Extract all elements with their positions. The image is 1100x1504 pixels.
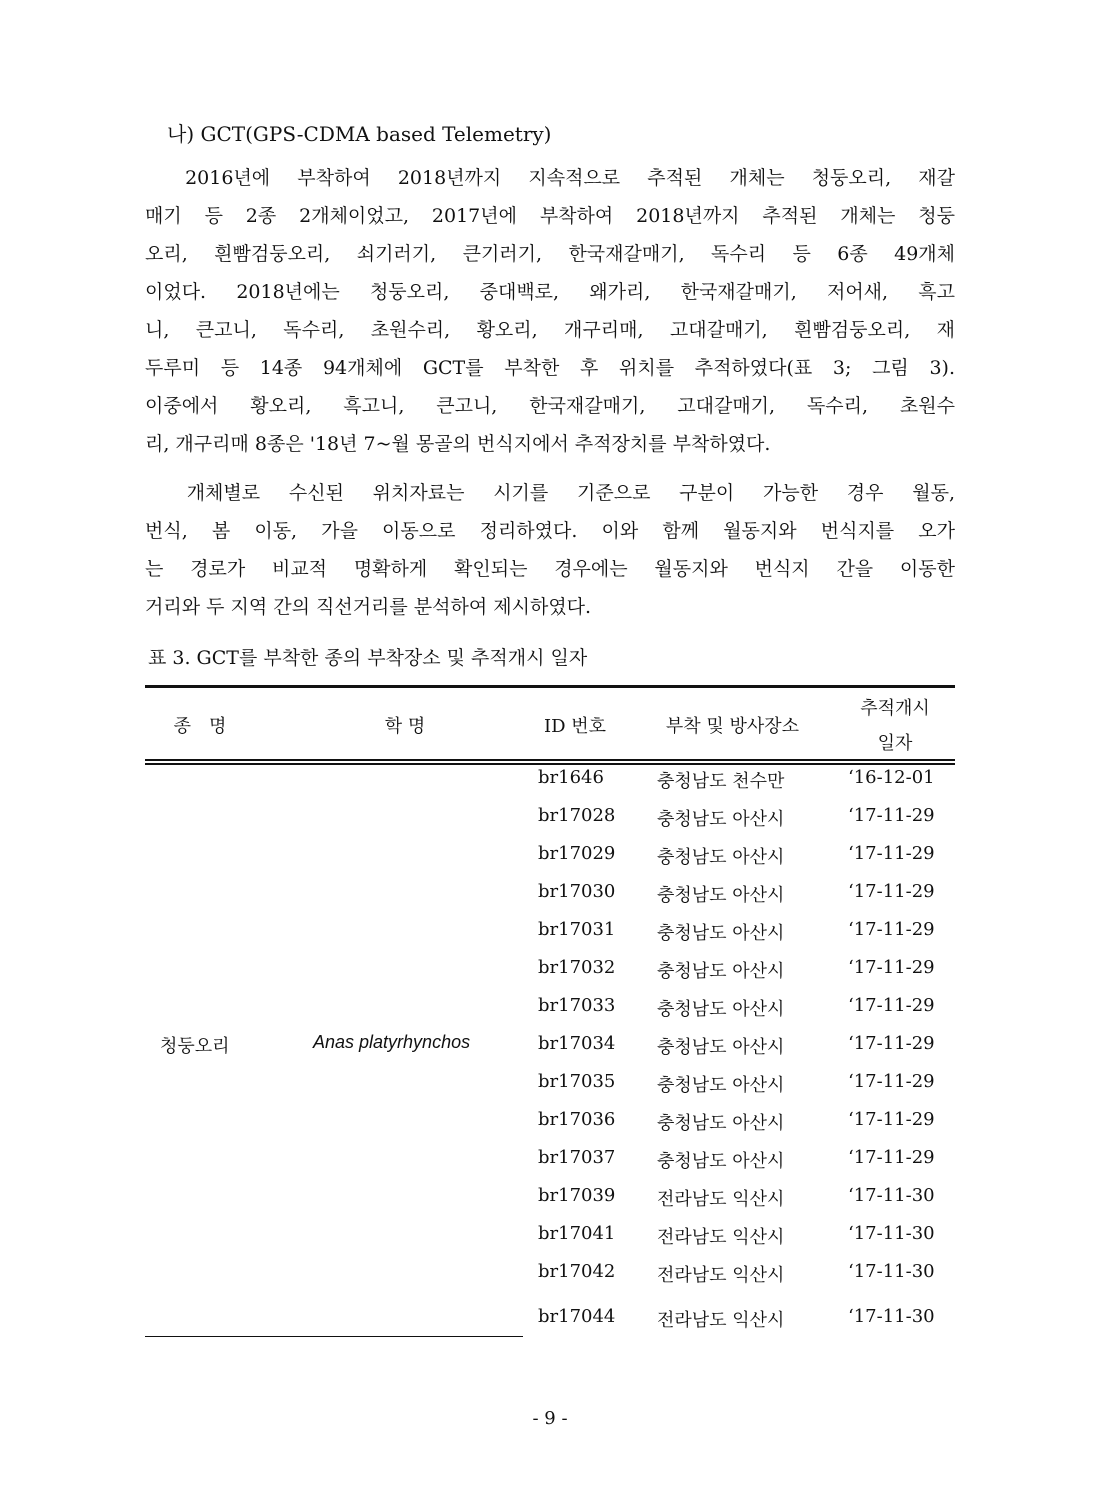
date-cell: ‘17-11-29 (848, 919, 935, 940)
date-cell: ‘17-11-29 (848, 843, 935, 864)
paragraph-2 (145, 474, 955, 626)
header-double-rule-bottom (145, 763, 955, 765)
place-cell: 충청남도 아산시 (657, 1037, 785, 1058)
header-date-2: 일자 (877, 733, 913, 754)
id-cell: br17037 (538, 1147, 616, 1168)
place-cell: 충청남도 아산시 (657, 885, 785, 906)
date-cell: ‘17-11-30 (848, 1261, 935, 1282)
date-cell: ‘17-11-30 (848, 1185, 935, 1206)
place-cell: 충청남도 아산시 (657, 1113, 785, 1134)
paragraph-line: 이었다. 2018년에는 청둥오리, 중대백로, 왜가리, 한국재갈매기, 저어새, 흑고 (145, 281, 955, 303)
table-bottom-rule (145, 1336, 523, 1337)
date-cell: ‘17-11-29 (848, 995, 935, 1016)
paragraph-line: 이중에서 황오리, 흑고니, 큰고니, 한국재갈매기, 고대갈매기, 독수리, 초원수 (145, 395, 955, 417)
id-cell: br17042 (538, 1261, 616, 1282)
paragraph-line: 개체별로 수신된 위치자료는 시기를 기준으로 구분이 가능한 경우 월동, (145, 482, 955, 504)
date-cell: ‘17-11-30 (848, 1223, 935, 1244)
id-cell: br1646 (538, 767, 604, 788)
paragraph-line: 거리와 두 지역 간의 직선거리를 분석하여 제시하였다. (145, 596, 592, 618)
id-cell: br17044 (538, 1306, 616, 1327)
id-cell: br17029 (538, 843, 616, 864)
id-cell: br17041 (538, 1223, 616, 1244)
date-cell: ‘17-11-29 (848, 1071, 935, 1092)
date-cell: ‘17-11-29 (848, 881, 935, 902)
place-cell: 충청남도 아산시 (657, 1151, 785, 1172)
place-cell: 충청남도 아산시 (657, 809, 785, 830)
place-cell: 충청남도 아산시 (657, 999, 785, 1020)
date-cell: ‘17-11-29 (848, 1109, 935, 1130)
place-cell: 전라남도 익산시 (657, 1227, 785, 1248)
date-cell: ‘17-11-30 (848, 1306, 935, 1327)
id-cell: br17035 (538, 1071, 616, 1092)
place-cell: 충청남도 아산시 (657, 847, 785, 868)
date-cell: ‘17-11-29 (848, 1033, 935, 1054)
paragraph-line: 는 경로가 비교적 명확하게 확인되는 경우에는 월동지와 번식지 간을 이동한 (145, 558, 955, 580)
paragraph-line: 매기 등 2종 2개체이었고, 2017년에 부착하여 2018년까지 추적된 개체는 청둥 (145, 205, 955, 227)
header-scientific-name: 학 명 (384, 716, 426, 737)
header-species: 종 명 (173, 716, 227, 737)
paragraph-line: 리, 개구리매 8종은 '18년 7~월 몽골의 번식지에서 추적장치를 부착하였다. (145, 433, 771, 455)
place-cell: 충청남도 천수만 (657, 771, 785, 792)
scientific-name-cell: Anas platyrhynchos (313, 1032, 471, 1052)
place-cell: 충청남도 아산시 (657, 923, 785, 944)
id-cell: br17031 (538, 919, 616, 940)
paragraph-line: 오리, 흰빰검둥오리, 쇠기러기, 큰기러기, 한국재갈매기, 독수리 등 6종 49개체 (145, 243, 955, 265)
species-cell: 청둥오리 (160, 1036, 230, 1057)
header-double-rule-top (145, 759, 955, 761)
paragraph-line: 번식, 봄 이동, 가을 이동으로 정리하였다. 이와 함께 월동지와 번식지를 오가 (145, 520, 955, 542)
page-number: - 9 - (532, 1408, 568, 1429)
date-cell: ‘16-12-01 (848, 767, 935, 788)
place-cell: 충청남도 아산시 (657, 961, 785, 982)
date-cell: ‘17-11-29 (848, 805, 935, 826)
place-cell: 전라남도 익산시 (657, 1189, 785, 1210)
table-caption: 표 3. GCT를 부착한 종의 부착장소 및 추적개시 일자 (148, 647, 588, 669)
place-cell: 충청남도 아산시 (657, 1075, 785, 1096)
paragraph-line: 2016년에 부착하여 2018년까지 지속적으로 추적된 개체는 청둥오리, 재갈 (145, 167, 955, 189)
id-cell: br17033 (538, 995, 616, 1016)
table-top-rule (145, 685, 955, 688)
id-cell: br17034 (538, 1033, 616, 1054)
paragraph-1 (145, 159, 955, 463)
header-date-1: 추적개시 (860, 698, 930, 719)
date-cell: ‘17-11-29 (848, 1147, 935, 1168)
header-place: 부착 및 방사장소 (665, 716, 800, 737)
place-cell: 전라남도 익산시 (657, 1265, 785, 1286)
id-cell: br17032 (538, 957, 616, 978)
date-cell: ‘17-11-29 (848, 957, 935, 978)
paragraph-line: 니, 큰고니, 독수리, 초원수리, 황오리, 개구리매, 고대갈매기, 흰빰검둥오리, 재 (145, 319, 955, 341)
header-id: ID 번호 (543, 716, 607, 737)
id-cell: br17030 (538, 881, 616, 902)
id-cell: br17039 (538, 1185, 616, 1206)
paragraph-line: 두루미 등 14종 94개체에 GCT를 부착한 후 위치를 추적하였다(표 3; 그림 3). (145, 357, 955, 379)
id-cell: br17028 (538, 805, 616, 826)
place-cell: 전라남도 익산시 (657, 1310, 785, 1331)
id-cell: br17036 (538, 1109, 616, 1130)
section-heading: 나) GCT(GPS-CDMA based Telemetry) (167, 122, 552, 146)
